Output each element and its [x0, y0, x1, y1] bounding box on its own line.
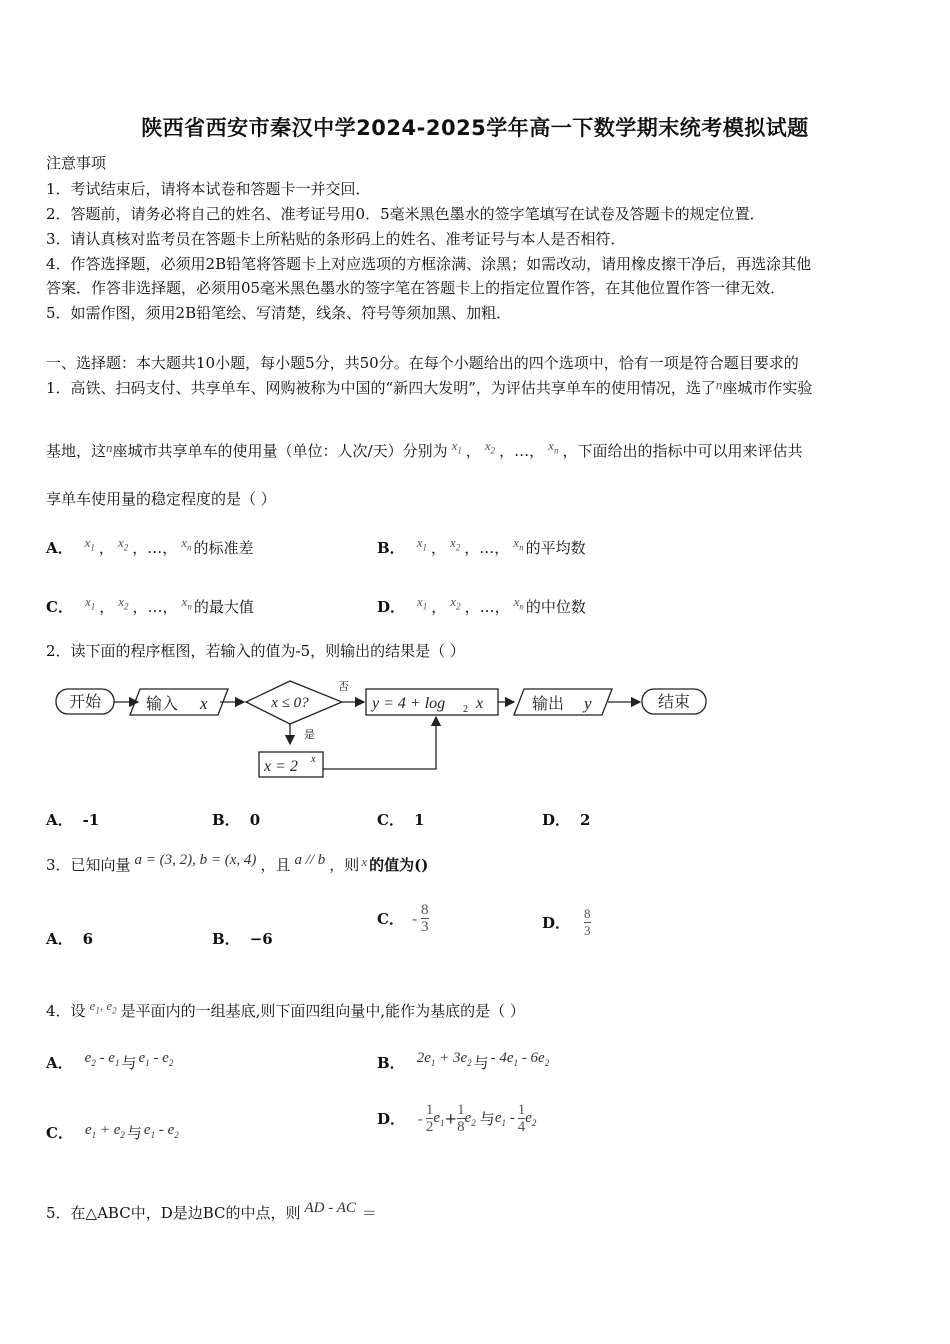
- flow-decision-label: x ≤ 0?: [271, 695, 309, 711]
- svg-text:x: x: [476, 695, 484, 712]
- flow-output-label: 输出: [532, 696, 565, 713]
- q4-option-c: C． $e_1 + e_2$ 与 $e_1 - e_2$: [46, 1122, 179, 1142]
- q1-text: 1．高铁、扫码支付、共享单车、网购被称为中国的“新四大发明”，为评估共享单车的使用情况，选了: [46, 379, 716, 397]
- flow-end-label: 结束: [657, 694, 691, 711]
- q4-option-d: D． - $\frac{1}{2}$ $e_1+$ $\frac{1}{8}$ $e_2$ 与$e_1$ - $\frac{1}{4}$ $e_2$: [377, 1102, 537, 1135]
- q1-text: 座城市作实验: [722, 379, 813, 397]
- notice-item: 2．答题前，请务必将自己的姓名、准考证号用0．5毫米黑色墨水的签字笔填写在试卷及答题卡的规定位置．: [46, 205, 765, 223]
- notice-item: 5．如需作图，须用2B铅笔绘、写清楚，线条、符号等须加黑、加粗．: [46, 304, 512, 322]
- flow-yes-label: 是: [304, 729, 315, 741]
- svg-text:x: x: [200, 694, 208, 713]
- option-b: B． $x_1$ ， $x_2$ ，…， $x_n$ 的平均数: [377, 535, 586, 557]
- q4-option-b: B． $2e_1 + 3e_2$ 与 - $4e_1 - 6e_2$: [377, 1050, 550, 1072]
- q3-option-a: A． 6: [46, 930, 94, 948]
- q4-option-a: A． $e_2 - e_1$ 与 $e_1 - e_2$: [46, 1050, 174, 1072]
- notice-heading: 注意事项: [46, 154, 107, 172]
- q2-option-b: B． 0: [212, 811, 261, 829]
- q2-option-c: C． 1: [377, 811, 425, 829]
- svg-text:2: 2: [463, 704, 468, 715]
- question-1-line2: 基地，这n座城市共享单车的使用量（单位：人次/天）分别为 $x_1$ ， $x_2$ ，…， $x_n$ ，下面给出的指标中可以用来评估共: [46, 438, 803, 460]
- notice-item: 1．考试结束后，请将本试卷和答题卡一并交回．: [46, 180, 371, 198]
- flow-no-label: 否: [338, 681, 349, 693]
- q5-expression: AD - AC: [304, 1200, 356, 1216]
- question-2: 2．读下面的程序框图，若输入的值为-5，则输出的结果是（ ）: [46, 642, 465, 660]
- q2-option-a: A． -1: [46, 811, 100, 829]
- question-1-line3: 享单车使用量的稳定程度的是（ ）: [46, 490, 276, 508]
- svg-text:y: y: [584, 694, 592, 713]
- flow-start-label: 开始: [68, 694, 102, 711]
- notice-item: 3．请认真核对监考员在答题卡上所粘贴的条形码上的姓名、准考证号与本人是否相符．: [46, 230, 626, 248]
- question-4: 4．设 $e_1$, $e_2$ 是平面内的一组基底,则下面四组向量中,能作为基底的是（ ）: [46, 998, 525, 1020]
- svg-text:x: x: [311, 754, 316, 765]
- q3-parallel: a // b: [294, 852, 326, 868]
- question-5: 5．在△ABC中，D是边BC的中点，则 AD - AC ＝: [46, 1200, 377, 1222]
- q3-option-c: C． - $\frac{8}{3}$: [377, 902, 429, 935]
- flow-input-label: 输入: [146, 696, 179, 713]
- flow-assign-label: x = 2: [264, 758, 298, 775]
- flow-process-label: y = 4 + log: [372, 695, 446, 712]
- notice-item: 答案．作答非选择题，必须用05毫米黑色墨水的签字笔在答题卡上的指定位置作答，在其他位置作答一律无效．: [46, 279, 786, 297]
- notice-item: 4．作答选择题，必须用2B铅笔将答题卡上对应选项的方框涂满、涂黑；如需改动，请用橡皮擦干净后，再选涂其他: [46, 255, 812, 273]
- question-3: 3．已知向量 a = (3, 2), b = (x, 4) ，且 a // b ，则 x 的值为(): [46, 852, 429, 874]
- question-1: 1．高铁、扫码支付、共享单车、网购被称为中国的“新四大发明”，为评估共享单车的使用情况，选了n座城市作实验: [46, 377, 813, 397]
- q3-option-b: B． −6: [212, 930, 273, 948]
- q3-option-d: D． $\frac{8}{3}$: [542, 906, 591, 938]
- q2-option-d: D． 2: [542, 811, 591, 829]
- option-c: C． $x_1$ ， $x_2$ ，…， $x_n$ 的最大值: [46, 594, 254, 616]
- flowchart: [50, 676, 720, 786]
- option-d: D． $x_1$ ， $x_2$ ，…， $x_n$ 的中位数: [377, 594, 586, 616]
- section-heading: 一、选择题：本大题共10小题，每小题5分，共50分。在每个小题给出的四个选项中，恰有一项是符合题目要求的: [46, 354, 799, 372]
- flow-input: [130, 689, 228, 715]
- option-a: A． $x_1$ ， $x_2$ ，…， $x_n$ 的标准差: [46, 535, 254, 557]
- q3-vectors: a = (3, 2), b = (x, 4): [134, 852, 257, 868]
- page-title: 陕西省西安市秦汉中学2024-2025学年高一下数学期末统考模拟试题: [141, 116, 809, 140]
